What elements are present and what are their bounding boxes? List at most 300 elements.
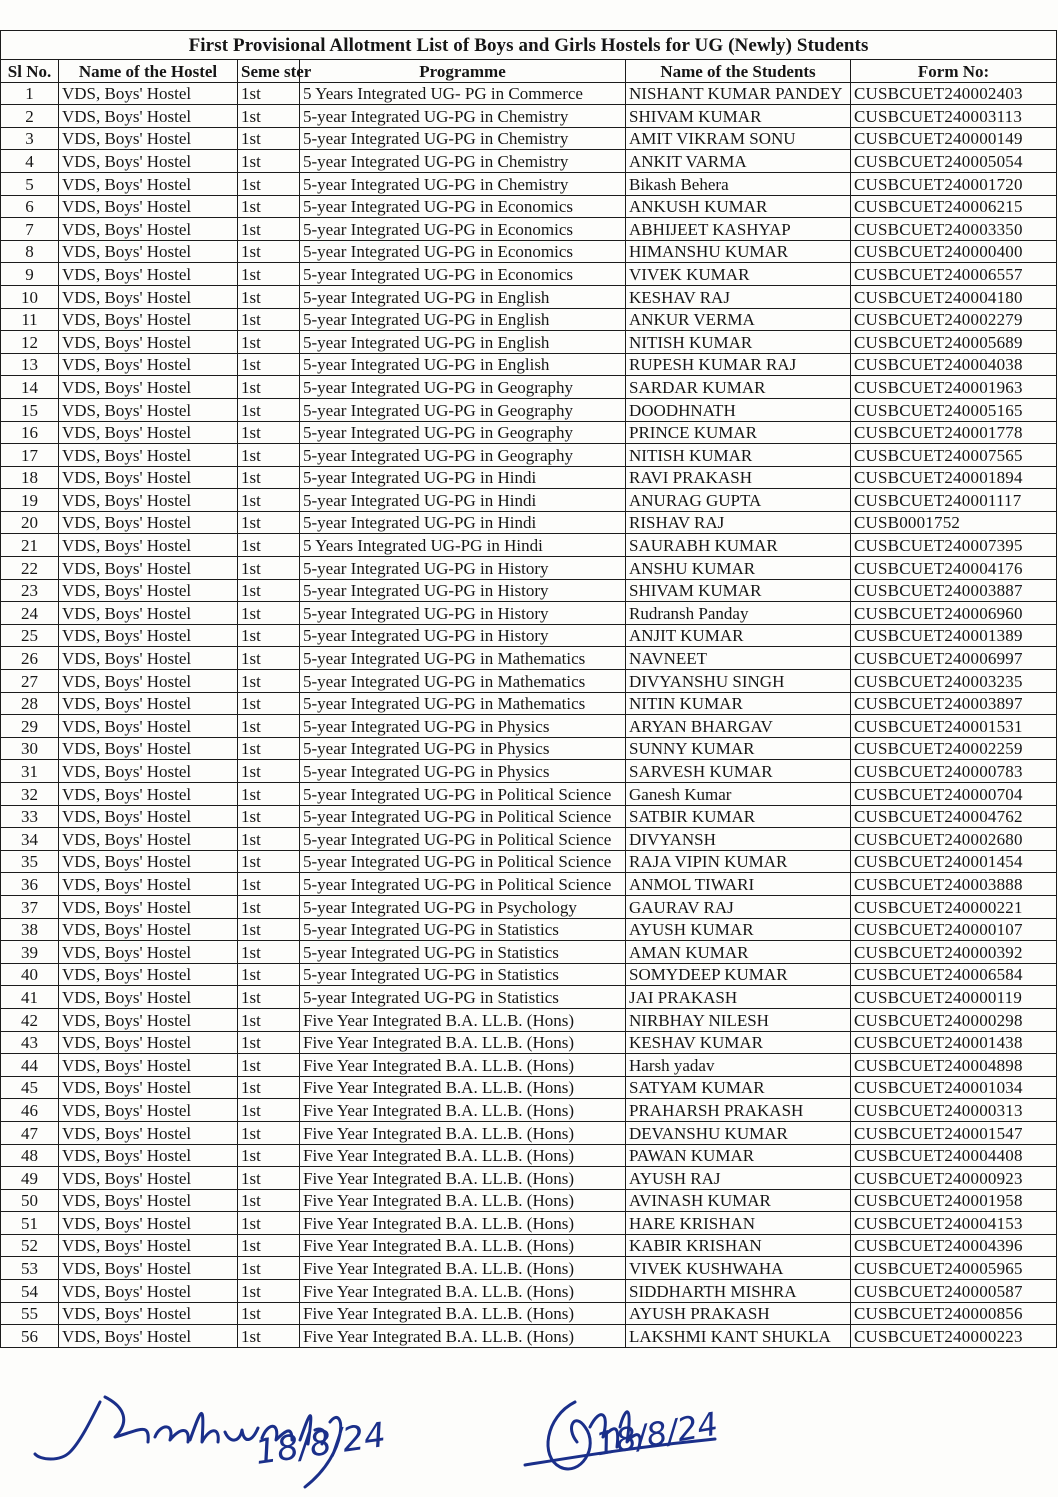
cell-hostel: VDS, Boys' Hostel	[59, 963, 238, 986]
table-row	[1, 331, 1057, 354]
cell-form-no: CUSBCUET240000107	[851, 918, 1057, 941]
cell-student-name: NITIN KUMAR	[626, 692, 851, 715]
table-row	[1, 1031, 1057, 1054]
table-row	[1, 127, 1057, 150]
cell-sl-no: 9	[1, 263, 59, 286]
cell-semester: 1st	[238, 1167, 300, 1190]
cell-hostel: VDS, Boys' Hostel	[59, 1031, 238, 1054]
cell-student-name: Bikash Behera	[626, 172, 851, 195]
cell-semester: 1st	[238, 534, 300, 557]
cell-sl-no: 7	[1, 218, 59, 241]
cell-form-no: CUSBCUET240000119	[851, 986, 1057, 1009]
cell-semester: 1st	[238, 127, 300, 150]
table-row	[1, 647, 1057, 670]
cell-student-name: SHIVAM KUMAR	[626, 579, 851, 602]
cell-programme: 5-year Integrated UG-PG in Chemistry	[300, 150, 626, 173]
cell-sl-no: 38	[1, 918, 59, 941]
cell-programme: 5-year Integrated UG-PG in History	[300, 624, 626, 647]
cell-sl-no: 2	[1, 105, 59, 128]
cell-programme: 5-year Integrated UG-PG in Economics	[300, 218, 626, 241]
cell-sl-no: 44	[1, 1054, 59, 1077]
cell-semester: 1st	[238, 421, 300, 444]
table-row	[1, 534, 1057, 557]
table-row	[1, 150, 1057, 173]
cell-programme: 5-year Integrated UG-PG in Economics	[300, 263, 626, 286]
cell-hostel: VDS, Boys' Hostel	[59, 692, 238, 715]
cell-form-no: CUSBCUET240002259	[851, 737, 1057, 760]
cell-sl-no: 28	[1, 692, 59, 715]
cell-programme: 5-year Integrated UG-PG in Mathematics	[300, 647, 626, 670]
cell-student-name: PAWAN KUMAR	[626, 1144, 851, 1167]
cell-hostel: VDS, Boys' Hostel	[59, 263, 238, 286]
cell-student-name: HIMANSHU KUMAR	[626, 240, 851, 263]
cell-sl-no: 34	[1, 828, 59, 851]
cell-form-no: CUSBCUET240000221	[851, 895, 1057, 918]
cell-semester: 1st	[238, 895, 300, 918]
cell-student-name: KESHAV RAJ	[626, 285, 851, 308]
cell-semester: 1st	[238, 1189, 300, 1212]
cell-programme: 5-year Integrated UG-PG in Hindi	[300, 489, 626, 512]
cell-programme: 5-year Integrated UG-PG in Chemistry	[300, 127, 626, 150]
cell-student-name: AMAN KUMAR	[626, 941, 851, 964]
cell-hostel: VDS, Boys' Hostel	[59, 489, 238, 512]
cell-programme: 5-year Integrated UG-PG in Statistics	[300, 963, 626, 986]
table-row	[1, 670, 1057, 693]
cell-semester: 1st	[238, 1257, 300, 1280]
cell-sl-no: 12	[1, 331, 59, 354]
cell-semester: 1st	[238, 1302, 300, 1325]
document-title: First Provisional Allotment List of Boys and Girls Hostels for UG (Newly) Students	[1, 31, 1057, 60]
cell-form-no: CUSBCUET240006215	[851, 195, 1057, 218]
cell-semester: 1st	[238, 873, 300, 896]
signature-area	[0, 1382, 1058, 1497]
cell-hostel: VDS, Boys' Hostel	[59, 331, 238, 354]
cell-sl-no: 33	[1, 805, 59, 828]
cell-semester: 1st	[238, 240, 300, 263]
table-row	[1, 1054, 1057, 1077]
cell-hostel: VDS, Boys' Hostel	[59, 421, 238, 444]
cell-hostel: VDS, Boys' Hostel	[59, 1054, 238, 1077]
header-form-no: Form No:	[851, 60, 1057, 83]
cell-semester: 1st	[238, 602, 300, 625]
table-row	[1, 783, 1057, 806]
cell-form-no: CUSBCUET240004176	[851, 557, 1057, 580]
cell-semester: 1st	[238, 1008, 300, 1031]
cell-semester: 1st	[238, 105, 300, 128]
cell-hostel: VDS, Boys' Hostel	[59, 82, 238, 105]
cell-programme: 5-year Integrated UG-PG in Geography	[300, 398, 626, 421]
cell-form-no: CUSBCUET240001034	[851, 1076, 1057, 1099]
cell-programme: 5-year Integrated UG-PG in Political Science	[300, 805, 626, 828]
cell-programme: 5-year Integrated UG-PG in Political Science	[300, 828, 626, 851]
cell-programme: Five Year Integrated B.A. LL.B. (Hons)	[300, 1212, 626, 1235]
cell-programme: 5-year Integrated UG-PG in History	[300, 557, 626, 580]
cell-sl-no: 17	[1, 444, 59, 467]
cell-programme: Five Year Integrated B.A. LL.B. (Hons)	[300, 1031, 626, 1054]
cell-programme: 5-year Integrated UG-PG in English	[300, 331, 626, 354]
header-student: Name of the Students	[626, 60, 851, 83]
cell-programme: 5-year Integrated UG-PG in Statistics	[300, 941, 626, 964]
cell-programme: 5-year Integrated UG-PG in Geography	[300, 444, 626, 467]
cell-semester: 1st	[238, 783, 300, 806]
cell-form-no: CUSBCUET240000783	[851, 760, 1057, 783]
cell-programme: 5-year Integrated UG-PG in Geography	[300, 376, 626, 399]
cell-student-name: ANKUR VERMA	[626, 308, 851, 331]
table-row	[1, 398, 1057, 421]
cell-student-name: ANJIT KUMAR	[626, 624, 851, 647]
cell-student-name: NAVNEET	[626, 647, 851, 670]
cell-student-name: RAVI PRAKASH	[626, 466, 851, 489]
cell-hostel: VDS, Boys' Hostel	[59, 1280, 238, 1303]
table-row	[1, 624, 1057, 647]
cell-form-no: CUSBCUET240003888	[851, 873, 1057, 896]
cell-sl-no: 49	[1, 1167, 59, 1190]
cell-programme: Five Year Integrated B.A. LL.B. (Hons)	[300, 1054, 626, 1077]
cell-student-name: NITISH KUMAR	[626, 444, 851, 467]
table-row	[1, 986, 1057, 1009]
cell-form-no: CUSBCUET240007565	[851, 444, 1057, 467]
cell-semester: 1st	[238, 1280, 300, 1303]
cell-programme: 5-year Integrated UG-PG in Statistics	[300, 918, 626, 941]
cell-programme: 5-year Integrated UG-PG in History	[300, 579, 626, 602]
table-row	[1, 1076, 1057, 1099]
cell-form-no: CUSBCUET240006960	[851, 602, 1057, 625]
cell-form-no: CUSBCUET240001894	[851, 466, 1057, 489]
cell-hostel: VDS, Boys' Hostel	[59, 285, 238, 308]
cell-form-no: CUSBCUET240005689	[851, 331, 1057, 354]
header-semester: Seme ster	[238, 60, 300, 83]
cell-student-name: KESHAV KUMAR	[626, 1031, 851, 1054]
cell-hostel: VDS, Boys' Hostel	[59, 1189, 238, 1212]
table-row	[1, 1008, 1057, 1031]
cell-student-name: LAKSHMI KANT SHUKLA	[626, 1325, 851, 1348]
cell-programme: 5-year Integrated UG-PG in Physics	[300, 715, 626, 738]
cell-hostel: VDS, Boys' Hostel	[59, 715, 238, 738]
table-row	[1, 963, 1057, 986]
cell-form-no: CUSBCUET240004762	[851, 805, 1057, 828]
cell-form-no: CUSBCUET240001547	[851, 1121, 1057, 1144]
cell-sl-no: 42	[1, 1008, 59, 1031]
left-signature-date: 18/8/24	[252, 1415, 389, 1473]
cell-sl-no: 21	[1, 534, 59, 557]
cell-sl-no: 31	[1, 760, 59, 783]
cell-hostel: VDS, Boys' Hostel	[59, 873, 238, 896]
table-row	[1, 308, 1057, 331]
cell-semester: 1st	[238, 150, 300, 173]
cell-programme: Five Year Integrated B.A. LL.B. (Hons)	[300, 1008, 626, 1031]
cell-sl-no: 10	[1, 285, 59, 308]
cell-semester: 1st	[238, 511, 300, 534]
table-row	[1, 1189, 1057, 1212]
cell-form-no: CUSB0001752	[851, 511, 1057, 534]
cell-sl-no: 51	[1, 1212, 59, 1235]
cell-sl-no: 27	[1, 670, 59, 693]
cell-semester: 1st	[238, 285, 300, 308]
cell-student-name: ANSHU KUMAR	[626, 557, 851, 580]
cell-sl-no: 56	[1, 1325, 59, 1348]
cell-semester: 1st	[238, 444, 300, 467]
table-row	[1, 1099, 1057, 1122]
cell-programme: 5-year Integrated UG-PG in English	[300, 353, 626, 376]
cell-semester: 1st	[238, 172, 300, 195]
cell-semester: 1st	[238, 692, 300, 715]
cell-sl-no: 48	[1, 1144, 59, 1167]
cell-hostel: VDS, Boys' Hostel	[59, 805, 238, 828]
cell-hostel: VDS, Boys' Hostel	[59, 647, 238, 670]
cell-sl-no: 39	[1, 941, 59, 964]
cell-programme: Five Year Integrated B.A. LL.B. (Hons)	[300, 1099, 626, 1122]
cell-hostel: VDS, Boys' Hostel	[59, 1302, 238, 1325]
cell-hostel: VDS, Boys' Hostel	[59, 579, 238, 602]
cell-programme: 5-year Integrated UG-PG in English	[300, 285, 626, 308]
table-row	[1, 805, 1057, 828]
cell-sl-no: 1	[1, 82, 59, 105]
cell-form-no: CUSBCUET240000923	[851, 1167, 1057, 1190]
table-row	[1, 828, 1057, 851]
cell-student-name: DIVYANSH	[626, 828, 851, 851]
cell-form-no: CUSBCUET240005165	[851, 398, 1057, 421]
cell-hostel: VDS, Boys' Hostel	[59, 172, 238, 195]
cell-hostel: VDS, Boys' Hostel	[59, 602, 238, 625]
cell-hostel: VDS, Boys' Hostel	[59, 1008, 238, 1031]
cell-sl-no: 6	[1, 195, 59, 218]
cell-sl-no: 18	[1, 466, 59, 489]
cell-semester: 1st	[238, 1076, 300, 1099]
cell-sl-no: 15	[1, 398, 59, 421]
cell-hostel: VDS, Boys' Hostel	[59, 105, 238, 128]
header-hostel: Name of the Hostel	[59, 60, 238, 83]
cell-student-name: AVINASH KUMAR	[626, 1189, 851, 1212]
cell-student-name: JAI PRAKASH	[626, 986, 851, 1009]
cell-semester: 1st	[238, 828, 300, 851]
cell-programme: 5-year Integrated UG-PG in Economics	[300, 195, 626, 218]
cell-sl-no: 36	[1, 873, 59, 896]
cell-programme: 5 Years Integrated UG-PG in Hindi	[300, 534, 626, 557]
cell-hostel: VDS, Boys' Hostel	[59, 850, 238, 873]
cell-programme: 5-year Integrated UG-PG in Geography	[300, 421, 626, 444]
cell-programme: 5-year Integrated UG-PG in Chemistry	[300, 172, 626, 195]
cell-student-name: DOODHNATH	[626, 398, 851, 421]
cell-form-no: CUSBCUET240001117	[851, 489, 1057, 512]
cell-student-name: NIRBHAY NILESH	[626, 1008, 851, 1031]
cell-hostel: VDS, Boys' Hostel	[59, 511, 238, 534]
cell-programme: Five Year Integrated B.A. LL.B. (Hons)	[300, 1121, 626, 1144]
cell-hostel: VDS, Boys' Hostel	[59, 828, 238, 851]
cell-programme: Five Year Integrated B.A. LL.B. (Hons)	[300, 1325, 626, 1348]
cell-student-name: SARDAR KUMAR	[626, 376, 851, 399]
cell-form-no: CUSBCUET240001778	[851, 421, 1057, 444]
cell-semester: 1st	[238, 489, 300, 512]
cell-sl-no: 4	[1, 150, 59, 173]
cell-form-no: CUSBCUET240004408	[851, 1144, 1057, 1167]
table-row	[1, 105, 1057, 128]
cell-hostel: VDS, Boys' Hostel	[59, 466, 238, 489]
cell-form-no: CUSBCUET240006584	[851, 963, 1057, 986]
table-row	[1, 466, 1057, 489]
cell-sl-no: 47	[1, 1121, 59, 1144]
cell-form-no: CUSBCUET240002403	[851, 82, 1057, 105]
cell-hostel: VDS, Boys' Hostel	[59, 624, 238, 647]
cell-programme: 5-year Integrated UG-PG in Mathematics	[300, 692, 626, 715]
cell-semester: 1st	[238, 1121, 300, 1144]
cell-student-name: PRAHARSH PRAKASH	[626, 1099, 851, 1122]
cell-hostel: VDS, Boys' Hostel	[59, 218, 238, 241]
cell-semester: 1st	[238, 263, 300, 286]
cell-student-name: ANURAG GUPTA	[626, 489, 851, 512]
cell-student-name: NITISH KUMAR	[626, 331, 851, 354]
cell-programme: 5-year Integrated UG-PG in Hindi	[300, 466, 626, 489]
cell-hostel: VDS, Boys' Hostel	[59, 240, 238, 263]
cell-form-no: CUSBCUET240001958	[851, 1189, 1057, 1212]
table-row	[1, 353, 1057, 376]
cell-form-no: CUSBCUET240006997	[851, 647, 1057, 670]
table-row	[1, 602, 1057, 625]
cell-programme: 5-year Integrated UG-PG in Psychology	[300, 895, 626, 918]
left-signature	[30, 1382, 410, 1497]
cell-hostel: VDS, Boys' Hostel	[59, 150, 238, 173]
cell-programme: 5-year Integrated UG-PG in Physics	[300, 760, 626, 783]
cell-programme: 5-year Integrated UG-PG in Political Science	[300, 783, 626, 806]
cell-semester: 1st	[238, 1325, 300, 1348]
table-row	[1, 195, 1057, 218]
cell-student-name: DEVANSHU KUMAR	[626, 1121, 851, 1144]
cell-sl-no: 22	[1, 557, 59, 580]
cell-programme: Five Year Integrated B.A. LL.B. (Hons)	[300, 1257, 626, 1280]
cell-hostel: VDS, Boys' Hostel	[59, 557, 238, 580]
cell-sl-no: 53	[1, 1257, 59, 1280]
cell-form-no: CUSBCUET240001438	[851, 1031, 1057, 1054]
cell-sl-no: 3	[1, 127, 59, 150]
table-row	[1, 1121, 1057, 1144]
cell-sl-no: 30	[1, 737, 59, 760]
cell-student-name: SATBIR KUMAR	[626, 805, 851, 828]
right-signature	[515, 1387, 755, 1492]
table-row	[1, 511, 1057, 534]
cell-semester: 1st	[238, 331, 300, 354]
cell-sl-no: 37	[1, 895, 59, 918]
cell-student-name: DIVYANSHU SINGH	[626, 670, 851, 693]
cell-form-no: CUSBCUET240003350	[851, 218, 1057, 241]
cell-hostel: VDS, Boys' Hostel	[59, 760, 238, 783]
cell-programme: 5-year Integrated UG-PG in History	[300, 602, 626, 625]
cell-student-name: Rudransh Panday	[626, 602, 851, 625]
cell-form-no: CUSBCUET240007395	[851, 534, 1057, 557]
cell-form-no: CUSBCUET240004180	[851, 285, 1057, 308]
cell-semester: 1st	[238, 1099, 300, 1122]
cell-semester: 1st	[238, 963, 300, 986]
cell-form-no: CUSBCUET240000313	[851, 1099, 1057, 1122]
cell-form-no: CUSBCUET240000587	[851, 1280, 1057, 1303]
cell-student-name: AYUSH PRAKASH	[626, 1302, 851, 1325]
table-row	[1, 218, 1057, 241]
table-row	[1, 489, 1057, 512]
table-row	[1, 557, 1057, 580]
cell-form-no: CUSBCUET240003897	[851, 692, 1057, 715]
cell-form-no: CUSBCUET240004898	[851, 1054, 1057, 1077]
cell-form-no: CUSBCUET240000223	[851, 1325, 1057, 1348]
cell-semester: 1st	[238, 624, 300, 647]
cell-programme: 5-year Integrated UG-PG in Chemistry	[300, 105, 626, 128]
table-row	[1, 421, 1057, 444]
cell-hostel: VDS, Boys' Hostel	[59, 737, 238, 760]
cell-form-no: CUSBCUET240001720	[851, 172, 1057, 195]
table-row	[1, 941, 1057, 964]
cell-student-name: SATYAM KUMAR	[626, 1076, 851, 1099]
cell-student-name: ABHIJEET KASHYAP	[626, 218, 851, 241]
cell-sl-no: 35	[1, 850, 59, 873]
cell-sl-no: 32	[1, 783, 59, 806]
cell-semester: 1st	[238, 466, 300, 489]
table-row	[1, 692, 1057, 715]
table-row	[1, 1302, 1057, 1325]
cell-semester: 1st	[238, 986, 300, 1009]
table-row	[1, 1325, 1057, 1348]
cell-form-no: CUSBCUET240001963	[851, 376, 1057, 399]
cell-semester: 1st	[238, 82, 300, 105]
cell-sl-no: 8	[1, 240, 59, 263]
cell-programme: Five Year Integrated B.A. LL.B. (Hons)	[300, 1189, 626, 1212]
cell-student-name: RAJA VIPIN KUMAR	[626, 850, 851, 873]
cell-student-name: SIDDHARTH MISHRA	[626, 1280, 851, 1303]
cell-sl-no: 5	[1, 172, 59, 195]
cell-semester: 1st	[238, 218, 300, 241]
cell-form-no: CUSBCUET240005965	[851, 1257, 1057, 1280]
table-header-row	[1, 60, 1057, 83]
right-signature-date: 18/8/24	[592, 1404, 721, 1464]
cell-form-no: CUSBCUET240000704	[851, 783, 1057, 806]
allotment-table	[0, 30, 1057, 1348]
table-row	[1, 82, 1057, 105]
cell-hostel: VDS, Boys' Hostel	[59, 534, 238, 557]
table-row	[1, 850, 1057, 873]
cell-student-name: ARYAN BHARGAV	[626, 715, 851, 738]
table-row	[1, 172, 1057, 195]
cell-hostel: VDS, Boys' Hostel	[59, 444, 238, 467]
table-row	[1, 1280, 1057, 1303]
cell-form-no: CUSBCUET240003235	[851, 670, 1057, 693]
cell-programme: 5-year Integrated UG-PG in Physics	[300, 737, 626, 760]
table-row	[1, 285, 1057, 308]
cell-semester: 1st	[238, 1144, 300, 1167]
cell-sl-no: 40	[1, 963, 59, 986]
cell-sl-no: 20	[1, 511, 59, 534]
table-row	[1, 895, 1057, 918]
cell-sl-no: 16	[1, 421, 59, 444]
cell-hostel: VDS, Boys' Hostel	[59, 308, 238, 331]
cell-student-name: AYUSH RAJ	[626, 1167, 851, 1190]
cell-student-name: Ganesh Kumar	[626, 783, 851, 806]
cell-student-name: KABIR KRISHAN	[626, 1234, 851, 1257]
cell-semester: 1st	[238, 737, 300, 760]
cell-semester: 1st	[238, 376, 300, 399]
cell-form-no: CUSBCUET240002680	[851, 828, 1057, 851]
cell-programme: Five Year Integrated B.A. LL.B. (Hons)	[300, 1280, 626, 1303]
table-row	[1, 1257, 1057, 1280]
cell-semester: 1st	[238, 760, 300, 783]
cell-student-name: VIVEK KUSHWAHA	[626, 1257, 851, 1280]
cell-hostel: VDS, Boys' Hostel	[59, 127, 238, 150]
cell-programme: Five Year Integrated B.A. LL.B. (Hons)	[300, 1076, 626, 1099]
cell-form-no: CUSBCUET240000856	[851, 1302, 1057, 1325]
cell-semester: 1st	[238, 805, 300, 828]
cell-form-no: CUSBCUET240001454	[851, 850, 1057, 873]
cell-form-no: CUSBCUET240004038	[851, 353, 1057, 376]
table-body	[1, 82, 1057, 1347]
cell-sl-no: 54	[1, 1280, 59, 1303]
table-row	[1, 1144, 1057, 1167]
cell-form-no: CUSBCUET240001389	[851, 624, 1057, 647]
cell-student-name: ANKUSH KUMAR	[626, 195, 851, 218]
